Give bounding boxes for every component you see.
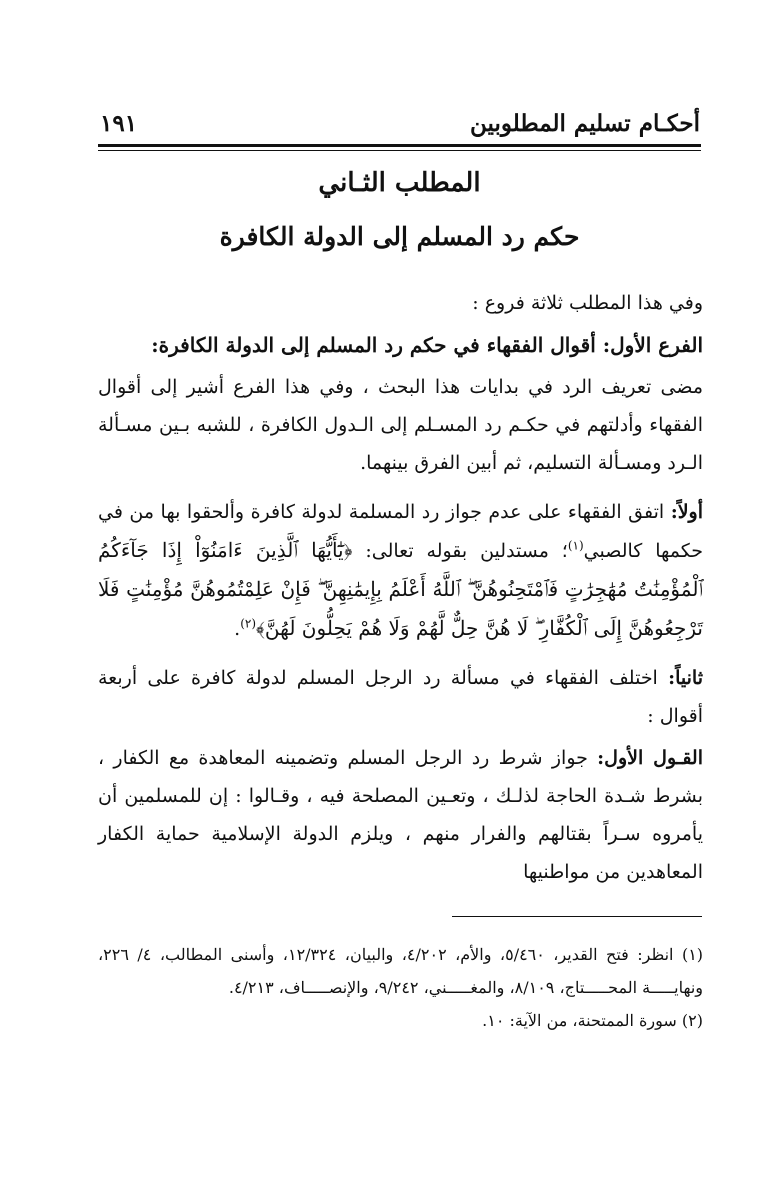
body-text [98, 284, 703, 902]
paragraph-second [98, 659, 703, 735]
footnote-ref-1[interactable]: (١) [567, 538, 584, 553]
footnote-1: (١) انظر: فتح القدير، ٥/٤٦٠، والأم، ٤/٢٠٢، والبيان، ١٢/٣٢٤، وأسنى المطالب، ٤/ ٢٢٦، ونهايـــــة المحـــــتاج، ٨/١٠٩، والمغـــــني، ٩/٢٤٢، والإنصـــــاف، ٤/٢١٣. [98, 945, 704, 997]
page-number: ١٩١ [100, 110, 138, 137]
second-text: اختلف الفقهاء في مسألة رد الرجل المسلم لدولة كافرة على أربعة أقوال : [98, 667, 703, 727]
paragraph-definition: مضى تعريف الرد في بدايات هذا البحث ، وفي هذا الفرع أشير إلى أقوال الفقهاء وأدلتهم في حكـم رد المسـلم إلى الـدول الكافرة ، للشبه بـين مسـألة الـرد ومسـألة التسليم، ثم أبين الفرق بينهما. [98, 376, 703, 474]
opinion1-label: القـول الأول: [597, 747, 704, 769]
opinion1-text: جواز شرط رد الرجل المسلم وتضمينه المعاهدة مع الكفار ، بشرط شـدة الحاجة لذلـك ، وتعـين المصلحة فيه ، وقـالوا : إن للمسلمين أن يأمروه سـراً بقتالهم والفرار منهم ، ويلزم الدولة الإسلامية حماية الكفار المعاهدين من مواطنيها [98, 747, 703, 883]
quran-verse: ﴿يَٰٓأَيُّهَا ٱلَّذِينَ ءَامَنُوٓاْ إِذَا جَآءَكُمُ ٱلْمُؤْمِنَٰتُ مُهَٰجِرَٰتٍ فَٱمْتَحِنُوهُنَّ ۖ ٱللَّهُ أَعْلَمُ بِإِيمَٰنِهِنَّ ۖ فَإِنْ عَلِمْتُمُوهُنَّ مُؤْمِنَٰتٍ فَلَا تَرْجِعُوهُنَّ إِلَى ٱلْكُفَّارِ ۖ لَا هُنَّ حِلٌّ لَّهُمْ وَلَا هُمْ يَحِلُّونَ لَهُنَّ﴾ [98, 538, 703, 640]
page-header [98, 108, 700, 142]
section-subtitle: حكم رد المسلم إلى الدولة الكافرة [219, 222, 580, 251]
header-rule-thin [98, 150, 701, 151]
paragraph-first: أولاً: اتفق الفقهاء على عدم جواز رد المسلمة لدولة كافرة وألحقوا بها من في حكمها كالصبي$^{(١)}$؛ مستدلين بقوله تعالى: ﴿يَٰٓأَيُّهَا ٱلَّذِينَ ءَامَنُوٓاْ إِذَا جَآءَكُمُ ٱلْمُؤْمِنَٰتُ مُهَٰجِرَٰتٍ فَٱمْتَحِنُوهُنَّ ۖ ٱللَّهُ أَعْلَمُ بِإِيمَٰنِهِنَّ ۖ فَإِنْ عَلِمْتُمُوهُنَّ مُؤْمِنَٰتٍ فَلَا تَرْجِعُوهُنَّ إِلَى ٱلْكُفَّارِ ۖ لَا هُنَّ حِلٌّ لَّهُمْ وَلَا هُمْ يَحِلُّونَ لَهُنَّ﴾$^{(٢)}$. [98, 501, 703, 640]
first-text-b: ؛ مستدلين بقوله تعالى: [352, 540, 568, 562]
footnote-2: (٢) سورة الممتحنة، من الآية: ١٠. [482, 1011, 703, 1030]
footnote-ref-2[interactable]: (٢) [240, 616, 257, 631]
running-title: أحكـام تسليم المطلوبين [470, 110, 700, 137]
header-rule-thick [98, 144, 701, 147]
intro-paragraph: وفي هذا المطلب ثلاثة فروع : [472, 292, 703, 314]
first-text-a: اتفق الفقهاء على عدم جواز رد المسلمة لدولة كافرة وألحقوا بها من في حكمها كالصبي [98, 501, 703, 562]
footnote-separator [452, 916, 702, 917]
paragraph-opinion-1 [98, 739, 703, 891]
footnotes [98, 938, 703, 1037]
section-title: المطلب الثـاني [318, 168, 481, 198]
branch-heading: الفرع الأول: أقوال الفقهاء في حكم رد المسلم إلى الدولة الكافرة: [151, 333, 703, 357]
first-label: أولاً: [670, 501, 703, 523]
second-label: ثانياً: [668, 667, 703, 689]
